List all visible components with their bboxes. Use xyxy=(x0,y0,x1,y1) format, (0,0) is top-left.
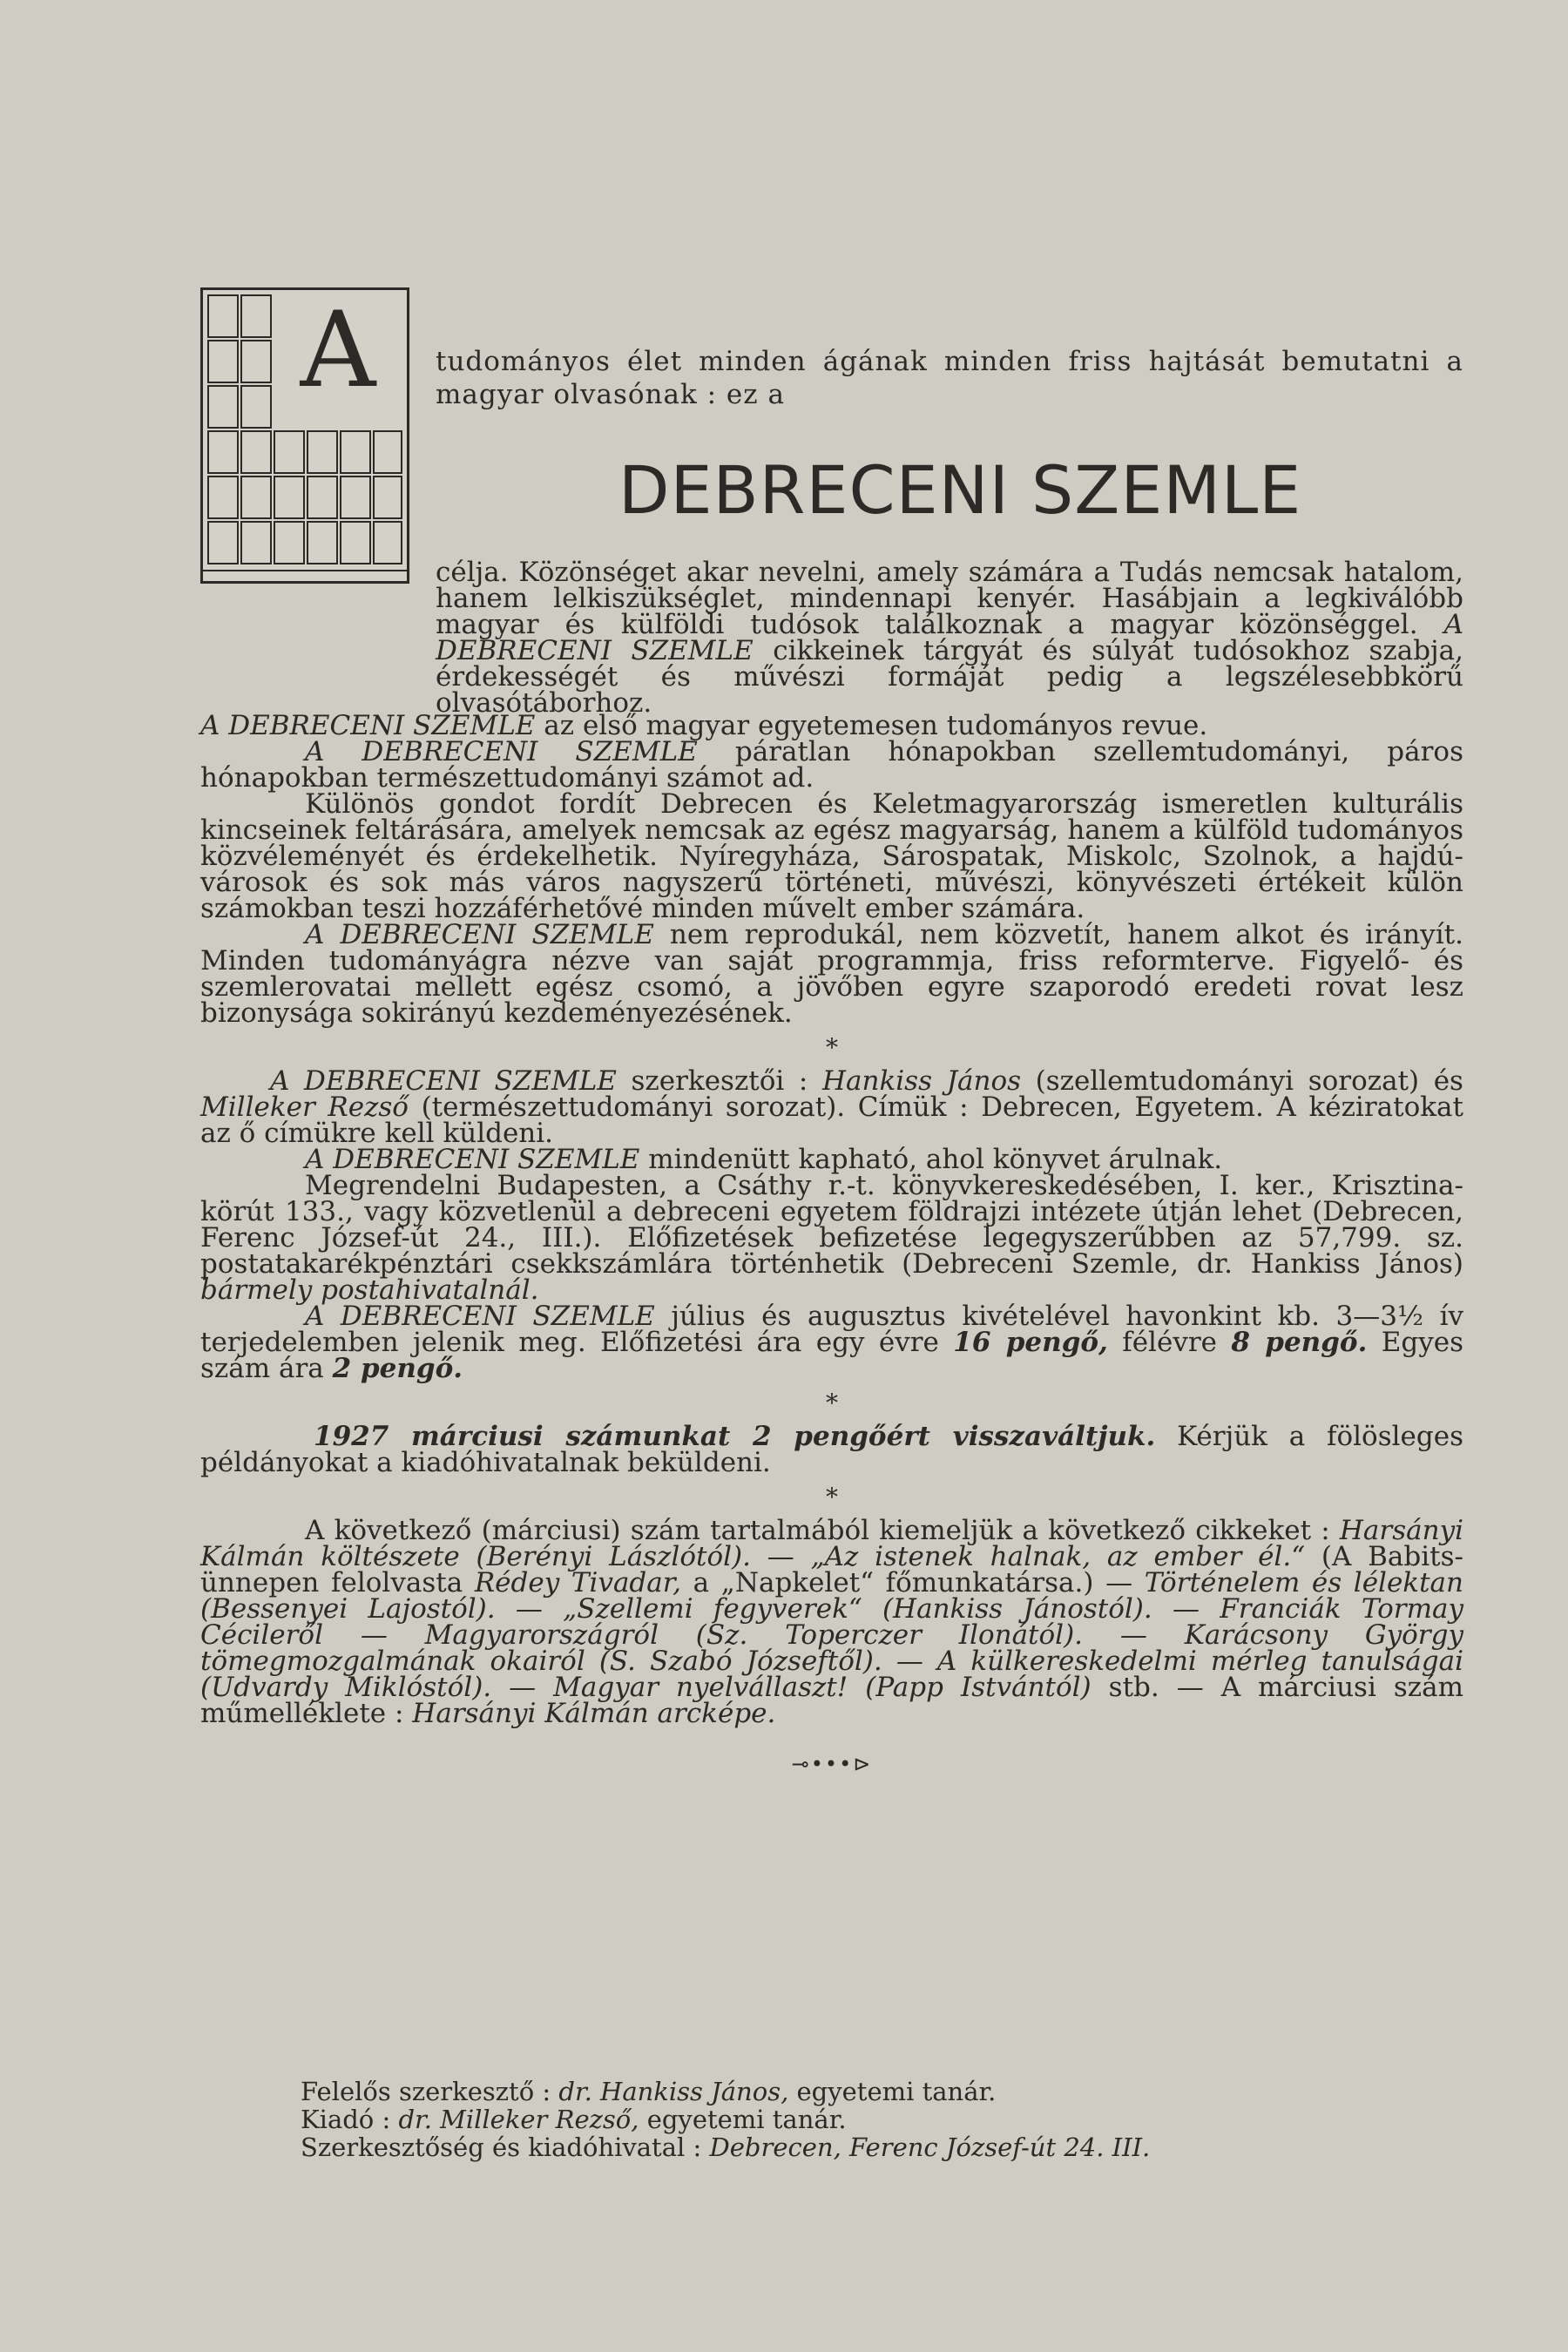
paragraph-text: — xyxy=(767,1541,794,1572)
journal-title: A DEBRECENI SZEMLE xyxy=(305,919,654,950)
paragraph-text: (szellemtudományi sorozat) és xyxy=(1035,1065,1463,1097)
price-yearly: 16 pengő, xyxy=(953,1327,1108,1358)
paragraph-issues xyxy=(200,736,1463,794)
paragraph-ordering xyxy=(200,1170,1463,1306)
buyback-notice: 1927 márciusi számunkat 2 pengőért visszaváltjuk. xyxy=(314,1421,1156,1452)
paragraph-emphasis: bármely postahivatalnál. xyxy=(200,1274,539,1306)
imprint-publisher: Kiadó : dr. Milleker Rezső, egyetemi tanár. xyxy=(301,2105,847,2134)
svg-text:A: A xyxy=(300,290,376,411)
price-half-year: 8 pengő. xyxy=(1231,1327,1368,1358)
paragraph-text: Egyes szám ára xyxy=(200,1327,1464,1384)
paragraph-text: (A Babits-ünnepen felolvasta xyxy=(200,1541,1463,1598)
paragraph-text: mindenütt kapható, ahol könyvet árulnak. xyxy=(648,1144,1223,1175)
supplement-title: Harsányi Kálmán arcképe. xyxy=(412,1698,776,1729)
journal-title: A DEBRECENI SZEMLE xyxy=(305,736,698,767)
decorated-initial xyxy=(200,287,409,584)
article-list: Történelem és lélektan (Bessenyei Lajostól). — „Szellemi fegyverek“ (Hankiss Jánostól). — Franciák Tormay Cécileről — Magyarországról (Sz. Toperczer Ilonától). — Karácsony György tömegmozgalmának okairól (S. Szabó Józseftől). — A külkereskedelmi mérleg tanulságai (Udvardy Miklóstól). — Magyar nyelvállaszt! (Papp Istvántól) xyxy=(200,1567,1463,1703)
paragraph-pricing xyxy=(200,1303,1463,1382)
paragraph-buyback xyxy=(200,1423,1463,1476)
paragraph-text: A következő (márciusi) szám tartalmából kiemeljük a következő cikkeket : xyxy=(305,1515,1330,1546)
paragraph-text: félévre xyxy=(1122,1327,1217,1358)
paragraph-text: a „Napkelet“ főmunkatársa.) — xyxy=(693,1567,1133,1598)
paragraph-text: Kérjük a fölösleges példányokat a kiadóhivatalnak beküldeni. xyxy=(200,1421,1463,1478)
section-separator: * xyxy=(826,1483,838,1511)
editor-name: Hankiss János xyxy=(821,1065,1022,1097)
journal-title: A DEBRECENI SZEMLE xyxy=(305,1144,640,1175)
lead-text: tudományos élet minden ágának minden friss hajtását bemutatni a magyar olvasónak : ez a xyxy=(436,346,1463,410)
journal-title: A DEBRECENI SZEMLE xyxy=(436,609,1464,666)
imprint xyxy=(301,2078,1433,2161)
ornament-divider: ⊸•••⊳ xyxy=(791,1752,873,1776)
page-title: DEBRECENI SZEMLE xyxy=(618,451,1302,529)
paragraph-availability xyxy=(200,1146,1463,1173)
imprint-office: Szerkesztőség és kiadóhivatal : Debrecen, Ferenc József-út 24. III. xyxy=(301,2132,1151,2162)
imprint-editor: Felelős szerkesztő : dr. Hankiss János, egyetemi tanár. xyxy=(301,2077,997,2106)
paragraph-contents xyxy=(200,1517,1463,1727)
paragraph-text: (természettudományi sorozat). Címük : Debrecen, Egyetem. A kéziratokat az ő címükre kell küldeni. xyxy=(200,1092,1463,1149)
article-title: Harsányi Kálmán költészete (Berényi Lászlótól). xyxy=(200,1515,1463,1572)
article-title: „Az istenek halnak, az ember él.“ xyxy=(810,1541,1306,1572)
intro-sentence-rest: cikkeinek tárgyát és súlyát tudósokhoz szabja, érdekességét és művészi formáját pedig a legszélesebbkörű olvasótáborhoz. xyxy=(436,635,1464,719)
intro-sentence: célja. Közönséget akar nevelni, amely számára a Tudás nemcsak hatalom, hanem lelkiszükséglet, mindennapi kenyér. Hasábjain a legkiválóbb magyar és külföldi tudósok találkoznak a magyar közönséggel. xyxy=(436,557,1463,640)
intro-paragraph xyxy=(436,557,1464,719)
price-single: 2 pengő. xyxy=(332,1353,463,1384)
section-separator: * xyxy=(826,1389,838,1417)
paragraph-text: az első magyar egyetemesen tudományos revue. xyxy=(544,710,1208,741)
paragraph-text: Megrendelni Budapesten, a Csáthy r.-t. könyvkereskedésében, I. ker., Krisztina-körút 133., vagy közvetlenül a debreceni egyetem földrajzi intézete útján lehet (Debrecen, Ferenc József-út 24., III.). Előfizetések befizetése legegyszerűbben az 57,799. sz. postatakarékpénztári csekkszámlára történhetik (Debreceni Szemle, dr. Hankiss János) xyxy=(200,1170,1463,1280)
section-separator: * xyxy=(826,1033,838,1062)
paragraph-text: nem reprodukál, nem közvetít, hanem alkot és irányít. Minden tudományágra nézve van saját programmja, friss reformterve. Figyelő- és szemlerovatai mellett egész csomó, a jövőben egyre szaporodó eredeti rovat lesz bizonysága sokirányú kezdeményezésének. xyxy=(200,919,1463,1029)
editor-name: Milleker Rezső xyxy=(200,1092,409,1123)
paragraph-text: páratlan hónapokban szellemtudományi, páros hónapokban természettudományi számot ad. xyxy=(200,736,1463,794)
journal-title: A DEBRECENI SZEMLE xyxy=(305,1301,655,1332)
journal-title: A DEBRECENI SZEMLE xyxy=(270,1065,617,1097)
paragraph-text: stb. — A márciusi szám műmelléklete : xyxy=(200,1672,1463,1729)
paragraph-editors xyxy=(200,1065,1463,1149)
paragraph-regional: Különös gondot fordít Debrecen és Keletmagyarország ismeretlen kulturális kincseinek feltárására, amelyek nemcsak az egész magyarság, hanem a külföld tudományos közvéleményét és érdekelhetik. Nyíregyháza, Sárospatak, Miskolc, Szolnok, a hajdú-városok és sok más város nagyszerű történeti, művészi, könyvészeti értékeit külön számokban teszi hozzáférhetővé minden művelt ember számára. xyxy=(200,788,1463,924)
paragraph-text: július és augusztus kivételével havonkint kb. 3—3½ ív terjedelemben jelenik meg. Előfizetési ára egy évre xyxy=(200,1301,1463,1358)
paragraph-text: szerkesztői : xyxy=(631,1065,808,1097)
main-text xyxy=(200,710,1464,1800)
ornament-pattern-icon xyxy=(203,290,407,581)
paragraph-revue xyxy=(200,710,1463,741)
author-name: Rédey Tivadar, xyxy=(474,1567,682,1598)
paragraph-program xyxy=(200,919,1463,1029)
journal-title: A DEBRECENI SZEMLE xyxy=(200,710,536,741)
